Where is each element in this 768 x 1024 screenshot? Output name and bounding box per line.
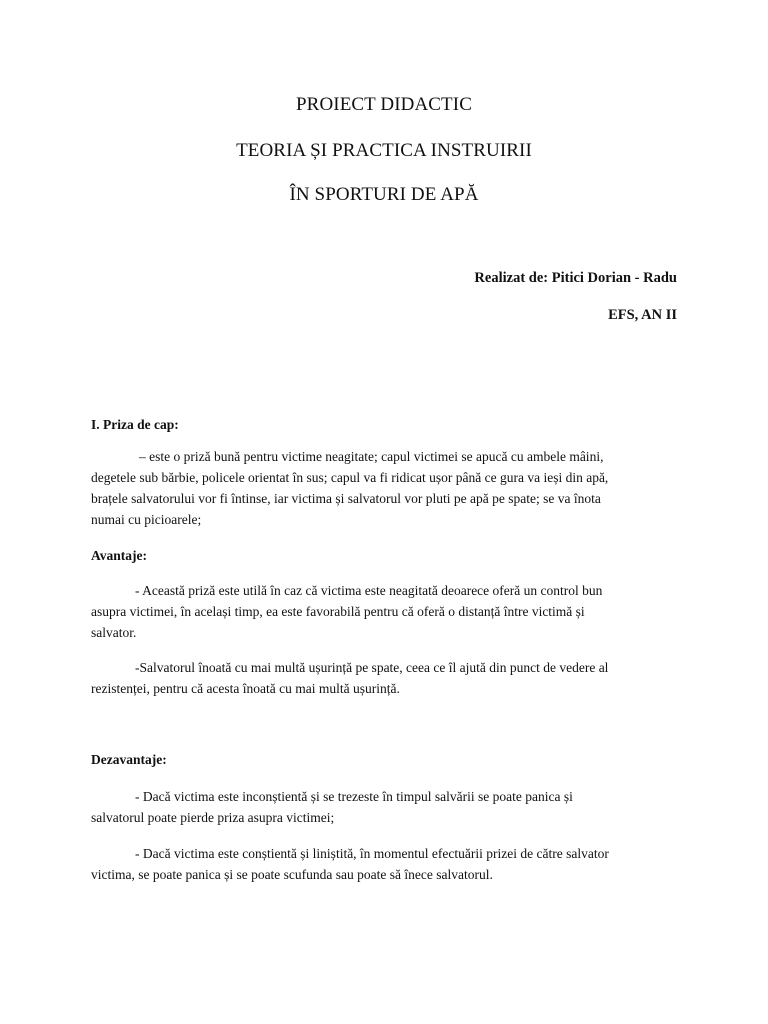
group-line: EFS, AN II — [608, 307, 677, 323]
paragraph-line: -Salvatorul înoată cu mai multă ușurință pe spate, ceea ce îl ajută din punct de vedere al — [135, 660, 609, 675]
paragraph-line: numai cu picioarele; — [91, 512, 202, 527]
title-line-2: TEORIA ȘI PRACTICA INSTRUIRII — [236, 140, 532, 161]
section-heading-avantaje: Avantaje: — [91, 548, 147, 563]
paragraph-line: - Dacă victima este conștientă și liniștită, în momentul efectuării prizei de către salvator — [135, 846, 609, 861]
paragraph-line: – este o priză bună pentru victime neagitate; capul victimei se apucă cu ambele mâini, — [139, 449, 604, 464]
disadvantages-paragraph-2 — [91, 843, 679, 885]
advantages-paragraph-1 — [91, 580, 679, 643]
paragraph-line: salvatorul poate pierde priza asupra victimei; — [91, 810, 335, 825]
advantages-paragraph-2 — [91, 657, 679, 699]
disadvantages-paragraph-1 — [91, 786, 679, 828]
section1-paragraph — [91, 446, 679, 530]
title-line-1: PROIECT DIDACTIC — [296, 94, 472, 115]
section-heading-priza-de-cap: I. Priza de cap: — [91, 417, 179, 432]
paragraph-line: brațele salvatorului vor fi întinse, iar victima și salvatorul vor pluti pe apă pe spate; se va înota — [91, 491, 601, 506]
paragraph-line: rezistenței, pentru că acesta înoată cu mai multă ușurință. — [91, 681, 400, 696]
paragraph-line: - Această priză este utilă în caz că victima este neagitată deoarece oferă un control bun — [135, 583, 603, 598]
paragraph-line: - Dacă victima este inconștientă și se trezeste în timpul salvării se poate panica și — [135, 789, 573, 804]
paragraph-line: degetele sub bărbie, policele orientat în sus; capul va fi ridicat ușor până ce gura va ieși din apă, — [91, 470, 609, 485]
section-heading-dezavantaje: Dezavantaje: — [91, 752, 167, 767]
paragraph-line: salvator. — [91, 625, 137, 640]
paragraph-line: victima, se poate panica și se poate scufunda sau poate să înece salvatorul. — [91, 867, 493, 882]
paragraph-line: asupra victimei, în același timp, ea este favorabilă pentru că oferă o distanță între victimă și — [91, 604, 585, 619]
author-line: Realizat de: Pitici Dorian - Radu — [474, 270, 677, 286]
title-line-3: ÎN SPORTURI DE APĂ — [289, 184, 479, 205]
